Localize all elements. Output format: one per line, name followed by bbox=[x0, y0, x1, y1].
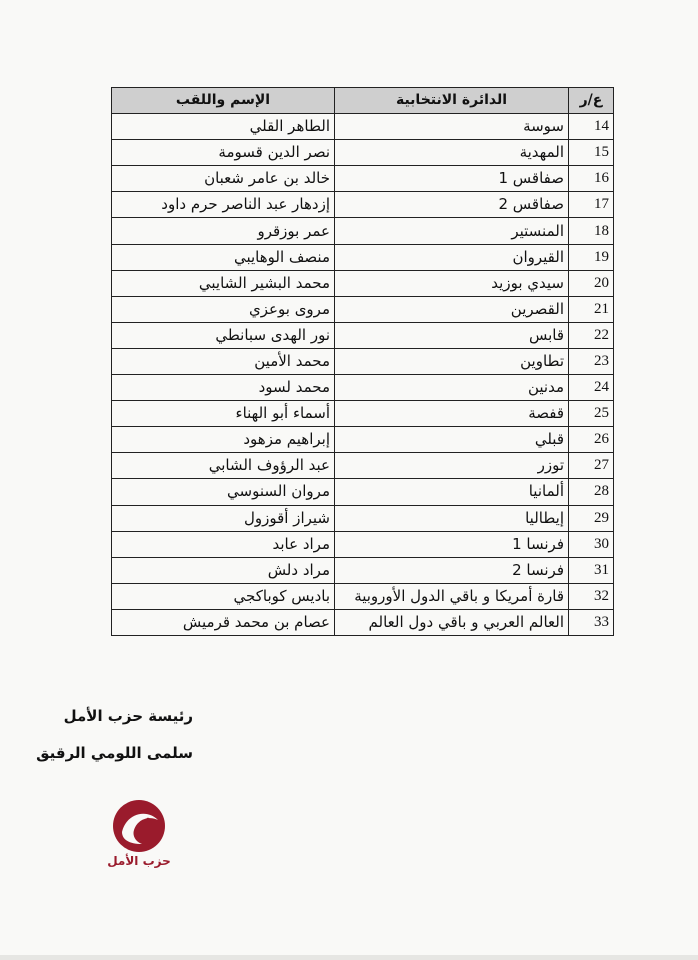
table-row bbox=[112, 453, 614, 479]
row-name: منصف الوهايبي bbox=[112, 244, 335, 270]
row-number: 28 bbox=[569, 479, 614, 505]
row-circonscription: قابس bbox=[335, 322, 569, 348]
row-name: محمد البشير الشايبي bbox=[112, 270, 335, 296]
row-circonscription: توزر bbox=[335, 453, 569, 479]
row-name: مروى بوعزي bbox=[112, 296, 335, 322]
row-name: شيراز أقوزول bbox=[112, 505, 335, 531]
logo-eye bbox=[146, 818, 150, 822]
row-circonscription: قبلي bbox=[335, 427, 569, 453]
table-row bbox=[112, 244, 614, 270]
row-circonscription: المنستير bbox=[335, 218, 569, 244]
table-row bbox=[112, 609, 614, 635]
row-name: إبراهيم مزهود bbox=[112, 427, 335, 453]
row-number: 15 bbox=[569, 140, 614, 166]
row-name: أسماء أبو الهناء bbox=[112, 401, 335, 427]
row-number: 26 bbox=[569, 427, 614, 453]
table-row bbox=[112, 270, 614, 296]
row-number: 23 bbox=[569, 348, 614, 374]
candidates-table bbox=[111, 87, 614, 636]
row-name: عمر بوزقرو bbox=[112, 218, 335, 244]
table-row bbox=[112, 479, 614, 505]
header-name: الإسم واللقب bbox=[112, 88, 335, 114]
row-circonscription: القصرين bbox=[335, 296, 569, 322]
row-circonscription: مدنين bbox=[335, 375, 569, 401]
row-circonscription: قفصة bbox=[335, 401, 569, 427]
row-name: مروان السنوسي bbox=[112, 479, 335, 505]
row-number: 24 bbox=[569, 375, 614, 401]
row-circonscription: ألمانيا bbox=[335, 479, 569, 505]
row-circonscription: العالم العربي و باقي دول العالم bbox=[335, 609, 569, 635]
row-circonscription: تطاوين bbox=[335, 348, 569, 374]
row-name: إزدهار عبد الناصر حرم داود bbox=[112, 192, 335, 218]
table-row bbox=[112, 583, 614, 609]
row-circonscription: صفاقس 2 bbox=[335, 192, 569, 218]
row-name: نصر الدين قسومة bbox=[112, 140, 335, 166]
row-number: 20 bbox=[569, 270, 614, 296]
row-name: باديس كوباكجي bbox=[112, 583, 335, 609]
table-header-row bbox=[112, 88, 614, 114]
logo-circle bbox=[113, 800, 165, 852]
row-number: 33 bbox=[569, 609, 614, 635]
row-circonscription: سيدي بوزيد bbox=[335, 270, 569, 296]
row-circonscription: صفاقس 1 bbox=[335, 166, 569, 192]
signature-name: سلمى اللومي الرقيق bbox=[36, 744, 193, 762]
table-row bbox=[112, 557, 614, 583]
signature-title: رئيسة حزب الأمل bbox=[63, 707, 193, 725]
row-name: محمد لسود bbox=[112, 375, 335, 401]
table-row bbox=[112, 348, 614, 374]
row-circonscription: فرنسا 1 bbox=[335, 531, 569, 557]
table-row bbox=[112, 296, 614, 322]
table-row bbox=[112, 427, 614, 453]
table-row bbox=[112, 401, 614, 427]
logo-text: حزب الأمل bbox=[107, 854, 171, 868]
row-number: 16 bbox=[569, 166, 614, 192]
row-name: عصام بن محمد قرميش bbox=[112, 609, 335, 635]
table-row bbox=[112, 218, 614, 244]
header-circonscription: الدائرة الانتخابية bbox=[335, 88, 569, 114]
row-name: خالد بن عامر شعبان bbox=[112, 166, 335, 192]
row-number: 32 bbox=[569, 583, 614, 609]
row-name: نور الهدى سبانطي bbox=[112, 322, 335, 348]
row-name: عبد الرؤوف الشابي bbox=[112, 453, 335, 479]
table-row bbox=[112, 114, 614, 140]
table-row bbox=[112, 192, 614, 218]
row-number: 17 bbox=[569, 192, 614, 218]
header-number: ع/ر bbox=[569, 88, 614, 114]
row-name: مراد عابد bbox=[112, 531, 335, 557]
row-number: 29 bbox=[569, 505, 614, 531]
row-number: 14 bbox=[569, 114, 614, 140]
row-number: 31 bbox=[569, 557, 614, 583]
table-row bbox=[112, 322, 614, 348]
row-number: 22 bbox=[569, 322, 614, 348]
table-row bbox=[112, 505, 614, 531]
page-bottom-edge bbox=[0, 955, 698, 960]
row-number: 27 bbox=[569, 453, 614, 479]
row-name: الطاهر القلي bbox=[112, 114, 335, 140]
row-circonscription: إيطاليا bbox=[335, 505, 569, 531]
table-row bbox=[112, 140, 614, 166]
row-circonscription: قارة أمريكا و باقي الدول الأوروبية bbox=[335, 583, 569, 609]
row-circonscription: سوسة bbox=[335, 114, 569, 140]
row-name: محمد الأمين bbox=[112, 348, 335, 374]
row-number: 25 bbox=[569, 401, 614, 427]
row-circonscription: فرنسا 2 bbox=[335, 557, 569, 583]
table-body bbox=[112, 114, 614, 636]
table-row bbox=[112, 166, 614, 192]
row-name: مراد دلش bbox=[112, 557, 335, 583]
row-number: 30 bbox=[569, 531, 614, 557]
row-number: 19 bbox=[569, 244, 614, 270]
row-circonscription: القيروان bbox=[335, 244, 569, 270]
table-row bbox=[112, 531, 614, 557]
table-row bbox=[112, 375, 614, 401]
row-circonscription: المهدية bbox=[335, 140, 569, 166]
row-number: 18 bbox=[569, 218, 614, 244]
row-number: 21 bbox=[569, 296, 614, 322]
